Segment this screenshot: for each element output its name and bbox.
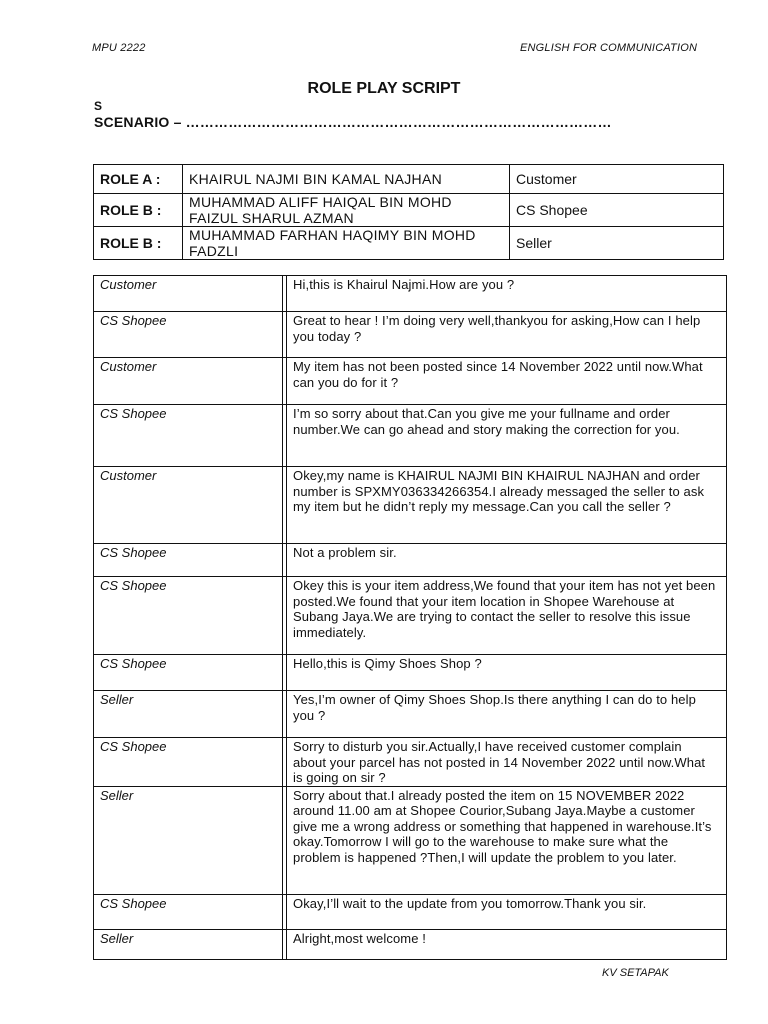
role-label: ROLE A : xyxy=(94,165,183,194)
speaker: CS Shopee xyxy=(94,655,283,691)
header-course-code: MPU 2222 xyxy=(92,42,146,54)
footer-institution: KV SETAPAK xyxy=(602,967,669,979)
role-person-name: KHAIRUL NAJMI BIN KAMAL NAJHAN xyxy=(183,165,510,194)
dialogue-line: Hi,this is Khairul Najmi.How are you ? xyxy=(287,276,727,312)
role-row xyxy=(94,165,724,194)
dialogue-line: Okay,I’ll wait to the update from you tomorrow.Thank you sir. xyxy=(287,894,727,929)
role-part: Seller xyxy=(510,227,724,260)
dialogue-line: Great to hear ! I’m doing very well,thankyou for asking,How can I help you today ? xyxy=(287,312,727,358)
dialogue-row xyxy=(94,467,727,544)
dialogue-row xyxy=(94,894,727,929)
speaker: Customer xyxy=(94,467,283,544)
speaker: CS Shopee xyxy=(94,894,283,929)
role-row xyxy=(94,194,724,227)
dialogue-row xyxy=(94,929,727,959)
speaker: CS Shopee xyxy=(94,577,283,655)
dialogue-row xyxy=(94,544,727,577)
dialogue-row xyxy=(94,405,727,467)
role-label: ROLE B : xyxy=(94,227,183,260)
dialogue-row xyxy=(94,738,727,787)
role-part: CS Shopee xyxy=(510,194,724,227)
dialogue-line: Alright,most welcome ! xyxy=(287,929,727,959)
dialogue-line: I’m so sorry about that.Can you give me your fullname and order number.We can go ahead and story making the correction for you. xyxy=(287,405,727,467)
dialogue-row xyxy=(94,276,727,312)
speaker: CS Shopee xyxy=(94,405,283,467)
dialogue-line: My item has not been posted since 14 November 2022 until now.What can you do for it ? xyxy=(287,358,727,405)
role-label: ROLE B : xyxy=(94,194,183,227)
dialogue-row xyxy=(94,312,727,358)
role-person-name: MUHAMMAD ALIFF HAIQAL BIN MOHD FAIZUL SHARUL AZMAN xyxy=(183,194,510,227)
dialogue-line: Sorry to disturb you sir.Actually,I have received customer complain about your parcel has not posted in 14 November 2022 until now.What is going on sir ? xyxy=(287,738,727,787)
speaker: CS Shopee xyxy=(94,312,283,358)
dialogue-row xyxy=(94,655,727,691)
dialogue-row xyxy=(94,691,727,738)
role-part: Customer xyxy=(510,165,724,194)
dialogue-row xyxy=(94,786,727,894)
speaker: CS Shopee xyxy=(94,544,283,577)
speaker: Customer xyxy=(94,276,283,312)
roles-table xyxy=(93,164,724,260)
speaker: Customer xyxy=(94,358,283,405)
speaker: Seller xyxy=(94,786,283,894)
dialogue-row xyxy=(94,577,727,655)
scenario-line: SCENARIO – ……………………………………………………………………………… xyxy=(94,114,612,130)
speaker: CS Shopee xyxy=(94,738,283,787)
speaker: Seller xyxy=(94,929,283,959)
page-title: ROLE PLAY SCRIPT xyxy=(307,80,461,97)
dialogue-line: Okey,my name is KHAIRUL NAJMI BIN KHAIRUL NAJHAN and order number is SPXMY036334266354.I already messaged the seller to ask my item but he didn’t reply my message.Can you call the seller ? xyxy=(287,467,727,544)
dialogue-line: Not a problem sir. xyxy=(287,544,727,577)
dialogue-line: Okey this is your item address,We found that your item has not yet been posted.We found that your item location in Shopee Warehouse at Subang Jaya.We are trying to contact the seller to resolve this issue immediately. xyxy=(287,577,727,655)
speaker: Seller xyxy=(94,691,283,738)
role-row xyxy=(94,227,724,260)
dialogue-row xyxy=(94,358,727,405)
s-marker: S xyxy=(94,99,103,113)
role-person-name: MUHAMMAD FARHAN HAQIMY BIN MOHD FADZLI xyxy=(183,227,510,260)
dialogue-line: Hello,this is Qimy Shoes Shop ? xyxy=(287,655,727,691)
header-course-title: ENGLISH FOR COMMUNICATION xyxy=(520,42,698,54)
dialogue-line: Sorry about that.I already posted the item on 15 NOVEMBER 2022 around 11.00 am at Shopee Courior,Subang Jaya.Maybe a customer give me a wrong address or something that happened in warehouse.It’s okay.Tomorrow I will go to the warehouse to make sure what the problem is happened ?Then,I will update the problem to you later. xyxy=(287,786,727,894)
dialogue-table xyxy=(93,275,727,960)
dialogue-line: Yes,I’m owner of Qimy Shoes Shop.Is there anything I can do to help you ? xyxy=(287,691,727,738)
